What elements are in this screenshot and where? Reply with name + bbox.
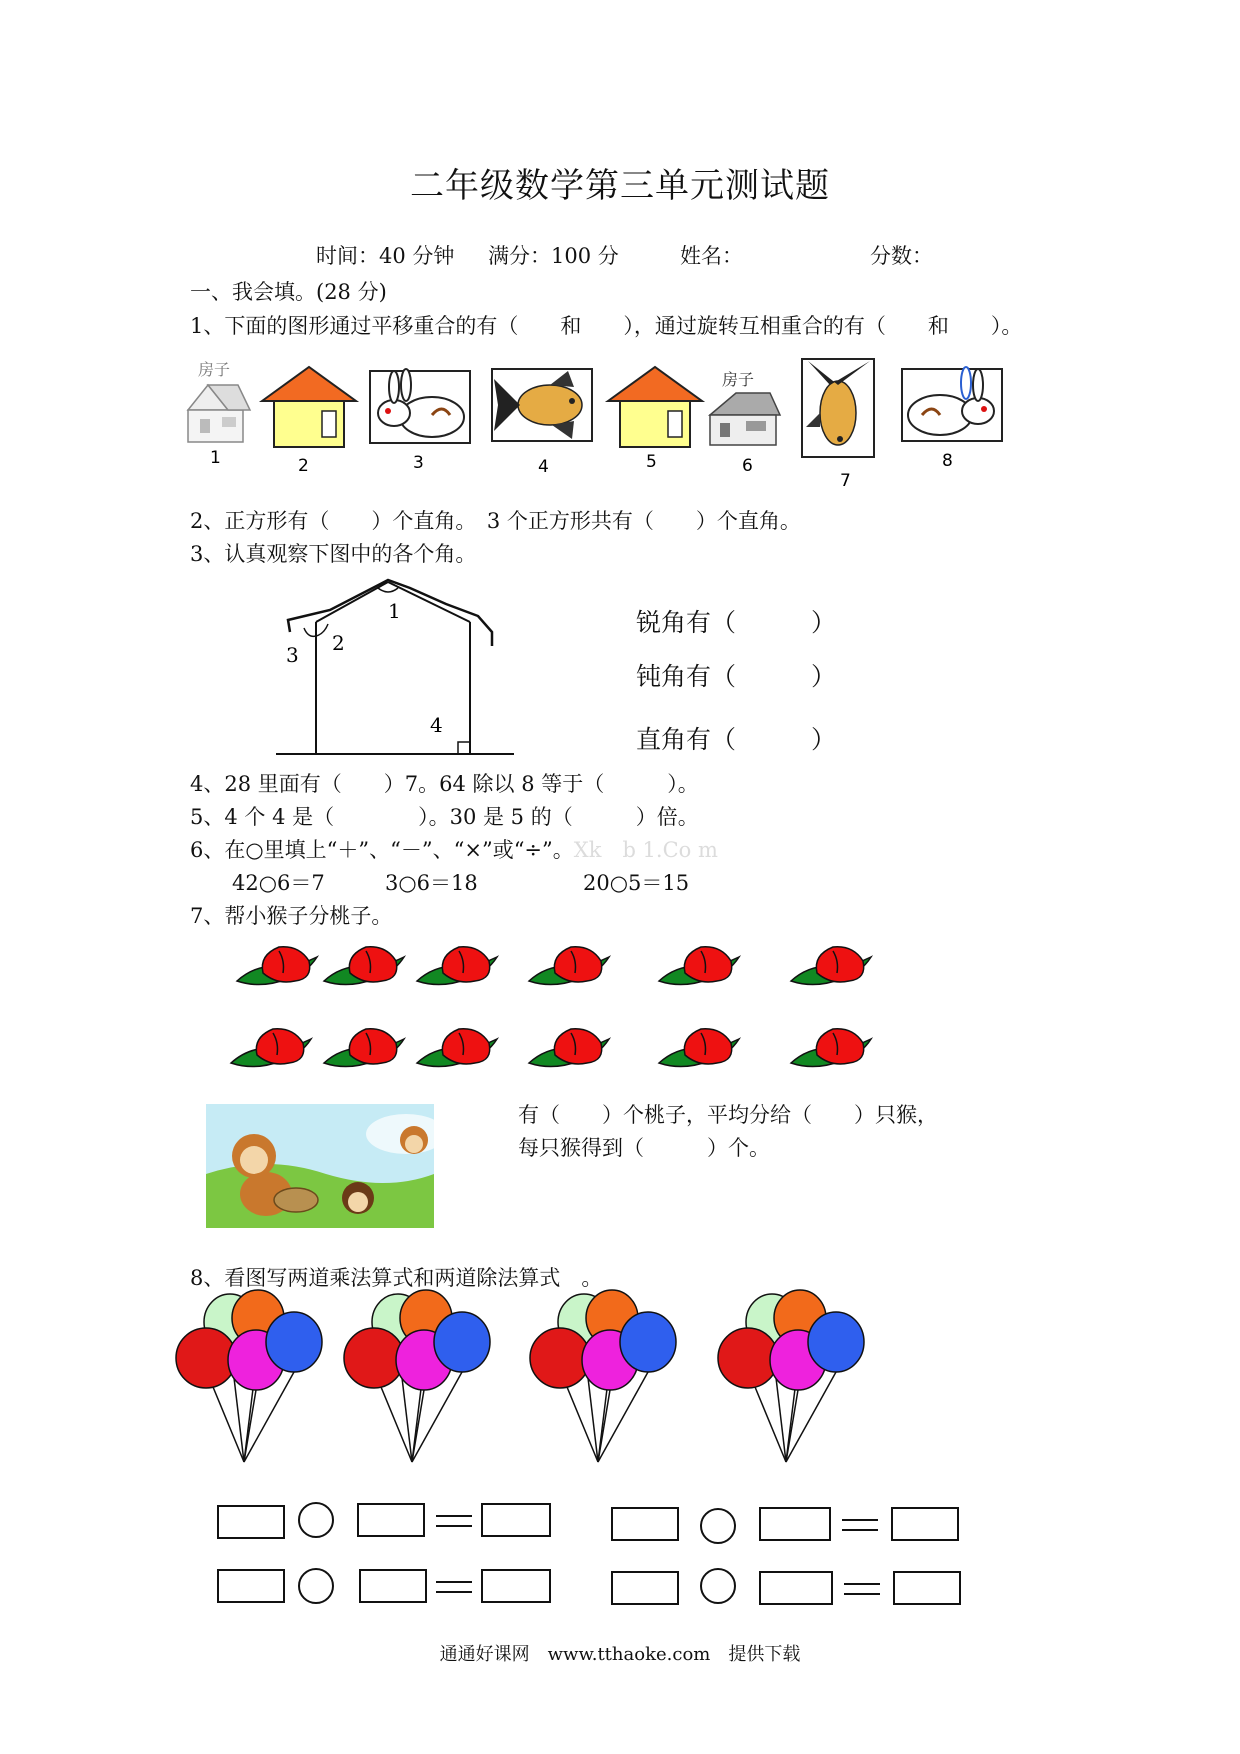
balloon-bunch-icon <box>176 1290 322 1462</box>
sketch-house-icon <box>188 360 250 442</box>
peaches-group <box>225 935 905 1085</box>
question-7-line-2: 每只猴得到（ ）个。 <box>518 1136 770 1160</box>
peach-icon <box>529 1029 609 1067</box>
monkeys-picture <box>206 1104 434 1228</box>
time-info: 时间：40 分钟 <box>316 244 455 268</box>
balloons-group <box>168 1288 888 1478</box>
q1-figures <box>180 355 1020 495</box>
equation-2: 3○6＝18 <box>385 871 478 895</box>
colored-house-icon <box>608 367 702 447</box>
equation-boxes <box>210 1500 970 1610</box>
footer-credit: 通通好课网 www.tthaoke.com 提供下载 <box>439 1644 801 1665</box>
peach-icon <box>324 1029 404 1067</box>
colored-house-icon <box>262 367 356 447</box>
peach-icon <box>659 1029 739 1067</box>
multiplication-row-right[interactable] <box>612 1508 958 1543</box>
obtuse-angle-answer: 钝角有（ ） <box>636 662 837 691</box>
fig-number-2: 2 <box>298 456 309 476</box>
peach-icon <box>237 947 317 985</box>
angle-label-1: 1 <box>388 599 401 623</box>
house-label: 房子 <box>722 370 755 389</box>
sketch-house-icon <box>710 370 780 445</box>
question-7-line-1: 有（ ）个桃子，平均分给（ ）只猴， <box>518 1103 938 1127</box>
question-6-text: 6、在○里填上“＋”、“－”、“×”或“÷”。 <box>190 838 574 862</box>
angle-label-2: 2 <box>332 631 345 655</box>
watermark: Xk b 1.Co m <box>573 838 718 862</box>
fig-number-3: 3 <box>413 453 424 473</box>
fig-number-7: 7 <box>840 471 851 491</box>
multiplication-row-left[interactable] <box>218 1503 550 1538</box>
division-row-right[interactable] <box>612 1569 960 1604</box>
peach-icon <box>791 947 871 985</box>
full-score-info: 满分：100 分 <box>488 244 619 268</box>
question-7: 7、帮小猴子分桃子。 <box>190 904 393 928</box>
name-field-label: 姓名： <box>680 244 743 268</box>
house-label: 房子 <box>198 360 231 379</box>
peach-icon <box>791 1029 871 1067</box>
right-angle-answer: 直角有（ ） <box>636 725 837 754</box>
question-3: 3、认真观察下图中的各个角。 <box>190 542 477 566</box>
peach-icon <box>659 947 739 985</box>
peach-icon <box>417 1029 497 1067</box>
fig-number-5: 5 <box>646 452 657 472</box>
page-title: 二年级数学第三单元测试题 <box>410 166 830 206</box>
fig-number-1: 1 <box>210 448 221 468</box>
peach-icon <box>231 1029 311 1067</box>
division-row-left[interactable] <box>218 1569 550 1603</box>
equation-1: 42○6＝7 <box>232 871 325 895</box>
rabbit-icon <box>902 367 1002 441</box>
balloon-bunch-icon <box>344 1290 490 1462</box>
fig-number-8: 8 <box>942 451 953 471</box>
score-field-label: 分数： <box>870 244 933 268</box>
fig-number-6: 6 <box>742 456 753 476</box>
acute-angle-answer: 锐角有（ ） <box>636 608 837 637</box>
balloon-bunch-icon <box>718 1290 864 1462</box>
angle-label-4: 4 <box>430 713 443 737</box>
fish-icon <box>802 359 874 457</box>
fish-icon <box>492 369 592 441</box>
peach-icon <box>324 947 404 985</box>
question-6 <box>190 834 718 864</box>
question-4: 4、28 里面有（ ）7。64 除以 8 等于（ ）。 <box>190 772 699 796</box>
angle-label-3: 3 <box>286 643 299 667</box>
balloon-bunch-icon <box>530 1290 676 1462</box>
fig-number-4: 4 <box>538 457 549 477</box>
question-1: 1、下面的图形通过平移重合的有（ 和 ），通过旋转互相重合的有（ 和 ）。 <box>190 314 1023 338</box>
peach-icon <box>417 947 497 985</box>
question-5: 5、4 个 4 是（ ）。30 是 5 的（ ）倍。 <box>190 805 699 829</box>
question-2: 2、正方形有（ ）个直角。 3 个正方形共有（ ）个直角。 <box>190 509 801 533</box>
question-8: 8、看图写两道乘法算式和两道除法算式 。 <box>190 1266 603 1290</box>
rabbit-icon <box>370 369 470 443</box>
peach-icon <box>529 947 609 985</box>
section-1-heading: 一、我会填。(28 分) <box>190 280 387 304</box>
angle-house-diagram <box>270 570 520 760</box>
equation-3: 20○5＝15 <box>583 871 690 895</box>
